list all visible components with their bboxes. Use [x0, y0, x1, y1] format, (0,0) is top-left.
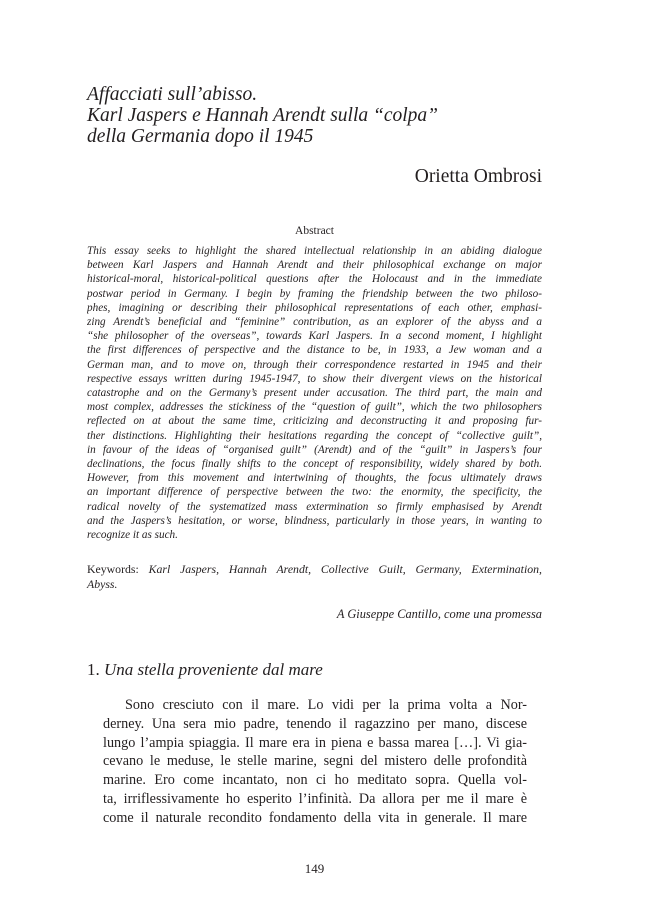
section-heading [87, 660, 323, 680]
keywords [87, 562, 542, 592]
title-line: Affacciati sull’abisso. [87, 84, 258, 105]
body-line: cevano le meduse, le stelle marine, segni del mistero delle profondità [103, 753, 527, 770]
keywords-line [87, 562, 542, 577]
abstract-line: phes, imagining or describing their philosophical representations of each other, emphasi- [87, 301, 542, 314]
abstract-line: between Karl Jaspers and Hannah Arendt and their philosophical exchange on major [87, 259, 542, 272]
abstract-line: an important difference of perspective between the two: the enormity, the specificity, the [87, 486, 542, 499]
section-number: 1. [87, 660, 100, 679]
dedication: A Giuseppe Cantillo, come una promessa [336, 607, 542, 621]
abstract-line: postwar period in Germany. I begin by framing the friendship between the two philoso- [87, 287, 542, 300]
abstract-line: However, from this movement and intertwining of thoughts, the focus ultimately draws [87, 472, 542, 485]
body-line: Sono cresciuto con il mare. Lo vidi per la prima volta a Nor- [125, 697, 527, 713]
body-line: come il naturale recondito fondamento della vita in generale. Il mare [103, 809, 527, 826]
author-name: Orietta Ombrosi [414, 166, 542, 187]
abstract-line: declinations, the focus finally shifts to the concept of responsibility, widely shared by both. [87, 458, 542, 471]
abstract-line: reflected on at about the same time, criticizing and deconstructing it and proposing fur- [87, 415, 542, 428]
abstract-line: most complex, addresses the stickiness of the “question of guilt”, which the two philosophers [87, 401, 542, 414]
abstract-line: German man, and to move on, through their correspondence restarted in 1945 and their [87, 358, 542, 371]
abstract-body [87, 244, 542, 542]
abstract-line: historical-moral, historical-political questions after the Holocaust and in the immediate [87, 273, 542, 286]
title-line: Karl Jaspers e Hannah Arendt sulla “colpa” [87, 105, 439, 126]
body-paragraph [103, 696, 527, 828]
section-title: Una stella proveniente dal mare [104, 660, 323, 679]
abstract-line: recognize it as such. [87, 529, 178, 542]
abstract-line: zing Arendt’s beneficial and “feminine” contribution, as an explorer of the abyss and a [87, 316, 542, 329]
abstract-line: radical novelty of the systematized mass extermination so firmly emphasised by Arendt [87, 500, 542, 513]
body-line: lungo l’ampia spiaggia. Il mare era in piena e bassa marea […]. Vi gia- [103, 734, 527, 751]
page-number: 149 [304, 861, 325, 876]
abstract-line: the first differences of perspective and the distance to be, in 1933, a Jew woman and a [87, 344, 542, 357]
abstract-line: catastrophe and on the Germany’s present under accusation. The third part, the main and [87, 387, 542, 400]
abstract-line: This essay seeks to highlight the shared intellectual relationship in an abiding dialogue [87, 245, 542, 257]
keywords-label: Keywords: [87, 562, 139, 576]
body-line: marine. Ero come incantato, non ci ho meditato sopra. Quella vol- [103, 772, 527, 789]
abstract-heading: Abstract [295, 225, 334, 237]
abstract-line: and the Jaspers’s hesitation, or worse, blindness, particularly in those years, in wanting to [87, 514, 542, 527]
paper-page [87, 0, 542, 922]
abstract-line: in favour of the ideas of “organised guilt” (Arendt) and of the “guilt” in Jaspers’s four [87, 443, 542, 456]
title-line: della Germania dopo il 1945 [87, 126, 314, 147]
body-line: ta, irriflessivamente ho esperito l’infinità. Da allora per me il mare è [103, 790, 527, 807]
abstract-line: respective essays written during 1945-1947, to show their divergent views on the historical [87, 372, 542, 385]
keywords-values-continued: Abyss. [87, 577, 118, 591]
abstract-line: ther distinctions. Highlighting their hesitations regarding the concept of “collective guilt”, [87, 429, 542, 442]
abstract-line: “she philosopher of the overseas”, towards Karl Jaspers. In a second moment, I highlight [87, 330, 542, 343]
body-line: derney. Una sera mio padre, tenendo il ragazzino per mano, discese [103, 715, 527, 732]
keywords-values: Karl Jaspers, Hannah Arendt, Collective Guilt, Germany, Extermination, [148, 562, 542, 576]
article-title [87, 84, 542, 147]
